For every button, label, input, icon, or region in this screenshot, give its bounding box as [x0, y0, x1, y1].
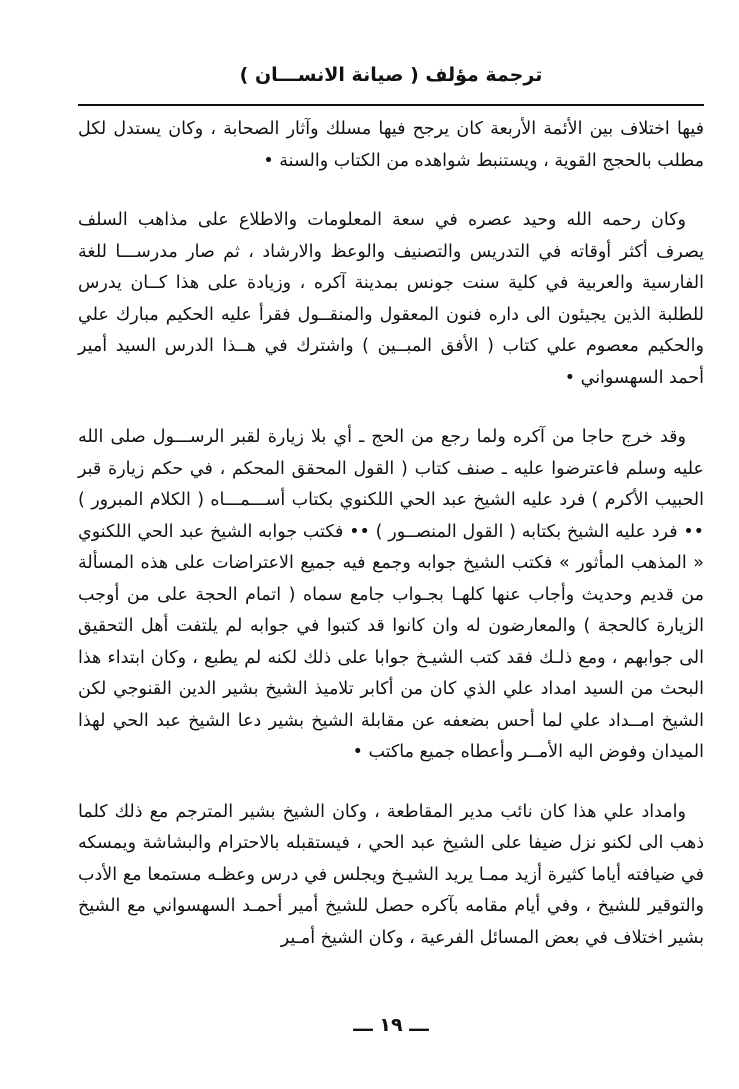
header-rule — [78, 104, 704, 106]
paragraph: فيها اختلاف بين الأئمة الأربعة كان يرجح فيها مسلك وآثار الصحابة ، وكان يستدل لكل مطلب بالحجج القوية ، ويستنبط شواهده من الكتاب والسنة • — [78, 119, 704, 171]
running-title: ترجمة مؤلف ( صيانة الانســـان ) — [239, 64, 543, 86]
paragraph: وكان رحمه الله وحيد عصره في سعة المعلومات والاطلاع على مذاهب السلف يصرف أكثر أوقاته في التدريس والتصنيف والوعظ والارشاد ، ثم صار مدرســـا للغة الفارسية والعربية في كلية سنت جونس بمدينة آكره ، وزيادة على هذا كــان يدرس للطلبة الذين يجيئون الى داره فنون المعقول والمنقــول فقرأ عليه الحكيم مبارك علي والحكيم معصوم علي كتاب ( الأفق المبــين ) واشترك في هــذا الدرس السيد أمير أحمد السهسواني • — [78, 210, 704, 388]
paragraph: وقد خرج حاجا من آكره ولما رجع من الحج ـ أي بلا زيارة لقبر الرســـول صلى الله عليه وسلم فاعترضوا عليه ـ صنف كتاب ( القول المحقق المحكم ، في حكم زيارة قبر الحبيب الأكرم ) فرد عليه الشيخ عبد الحي اللكنوي بكتاب أســـمـــاه ( الكلام المبرور ) •• فرد عليه الشيخ بكتابه ( القول المنصــور ) •• فكتب جوابه الشيخ عبد الحي اللكنوي « المذهب المأثور » فكتب الشيخ جوابه وجمع فيه جميع الاعتراضات على هذه المسألة من قديم وحديث وأجاب عنها كلهـا بجـواب جامع سماه ( اتمام الحجة على من أوجب الزيارة كالحجة ) والمعارضون له وان كانوا قد كتبوا في جوابه لم يلتفت أهل التحقيق الى جوابهم ، ومع ذلـك فقد كتب الشيـخ جوابا على ذلك لكنه لم يطبع ، وكان ابتداء هذا البحث من السيد امداد علي الذي كان من أكابر تلاميذ الشيخ بشير الدين القنوجي لكن الشيخ امــداد علي لما أحس بضعفه عن مقابلة الشيخ بشير دعا الشيخ عبد الحي لهذا الميدان وفوض اليه الأمــر وأعطاه جميع ماكتب • — [78, 427, 704, 762]
paragraph: وامداد علي هذا كان نائب مدير المقاطعة ، وكان الشيخ بشير المترجم مع ذلك كلما ذهب الى لكنو نزل ضيفا على الشيخ عبد الحي ، فيستقبله بالاحترام والبشاشة ويمسكه في ضيافته أياما كثيرة أزيد ممـا يريد الشيـخ ويجلس في درس وعظـه مستمعا مع الأدب والتوقير للشيخ ، وفي أيام مقامه بآكره حصل للشيخ أمير أحمـد السهسواني مع الشيخ بشير اختلاف في بعض المسائل الفرعية ، وكان الشيخ أمـير — [78, 801, 704, 948]
page-body — [78, 114, 704, 954]
page-number: ـــ ١٩ ـــ — [353, 1014, 429, 1036]
